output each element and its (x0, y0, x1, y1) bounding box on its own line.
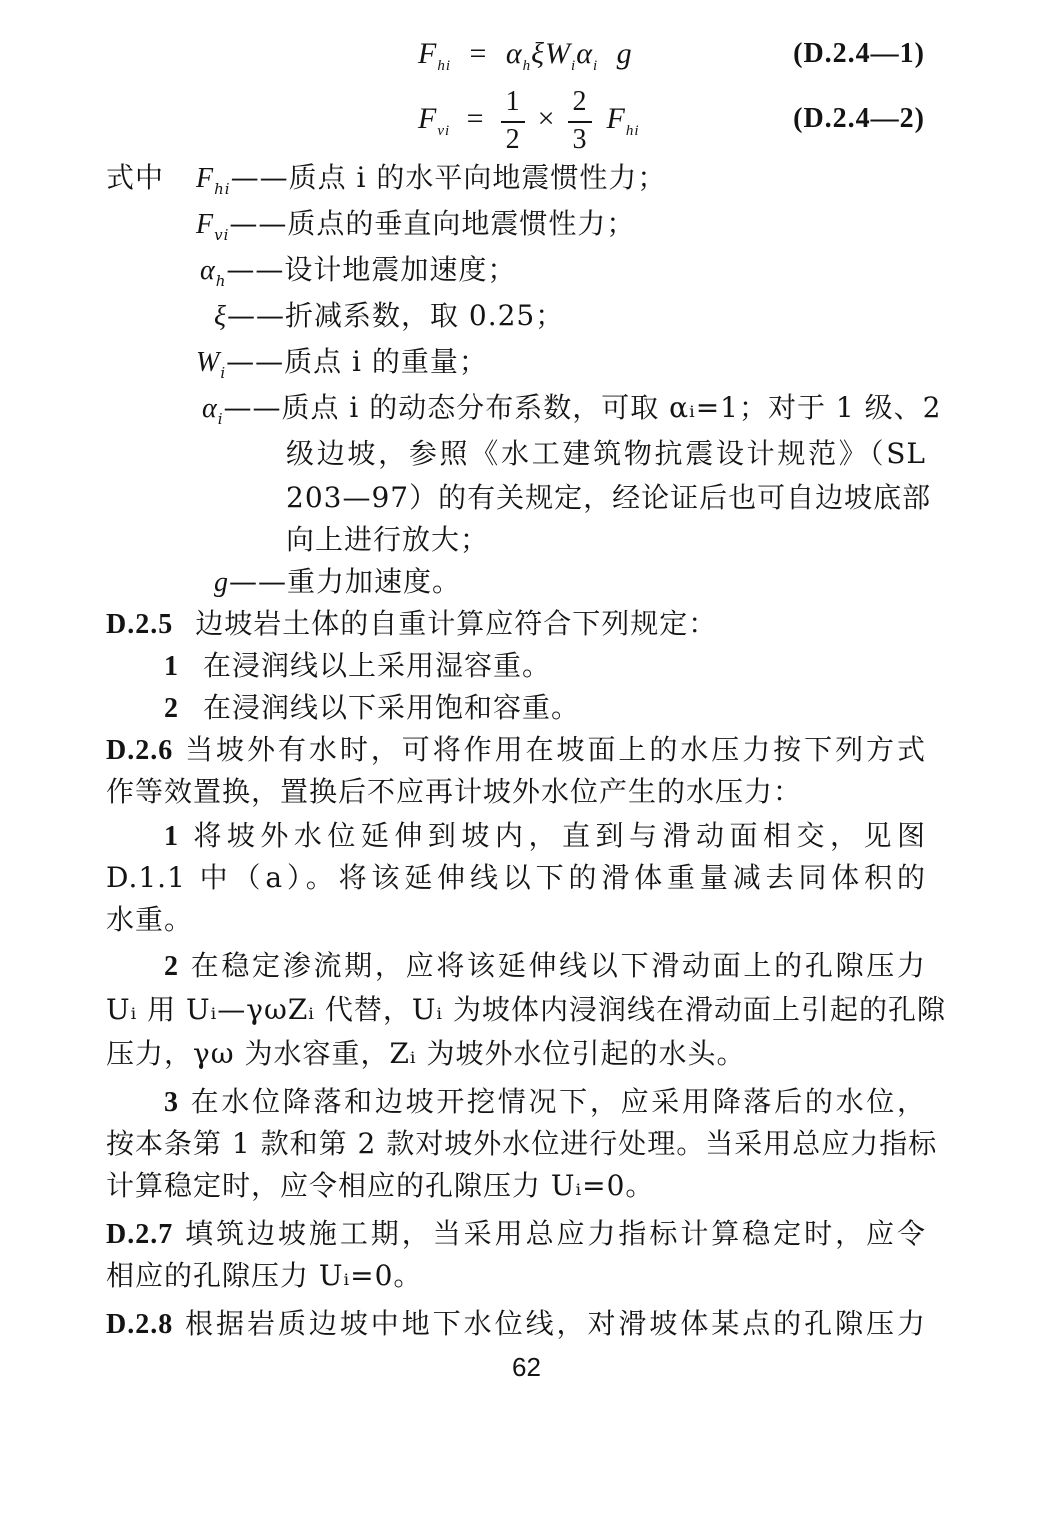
clause-d-2-6-item-2-line-1: 2 在稳定渗流期，应将该延伸线以下滑动面上的孔隙压力 (164, 949, 926, 982)
symbol-def-f-vi: $F_{vi}——$质点的垂直向地震惯性力； (196, 207, 636, 244)
alpha-i-continuation-2: 203—97）的有关规定，经论证后也可自边坡底部 (286, 481, 932, 514)
alpha-i-continuation-1: 级边坡，参照《水工建筑物抗震设计规范》（SL (286, 437, 926, 470)
clause-d-2-5-item-2: 2 在浸润线以下采用饱和容重。 (164, 691, 581, 724)
symbol-def-f-hi: $F_{hi}——$质点 i 的水平向地震惯性力； (196, 161, 667, 198)
equation-label-1: (D.2.4—1) (793, 38, 925, 69)
clause-d-2-7-line-1: D.2.7 填筑边坡施工期，当采用总应力指标计算稳定时，应令 (106, 1217, 926, 1250)
alpha-i-continuation-3: 向上进行放大； (286, 523, 490, 556)
symbol-def-xi: ξ——折减系数，取 0.25； (214, 299, 565, 332)
clause-d-2-5: D.2.5 边坡岩土体的自重计算应符合下列规定： (106, 607, 718, 640)
symbol-def-w-i: $W_i——$质点 i 的重量； (196, 345, 488, 382)
page-number: 62 (512, 1352, 541, 1382)
clause-d-2-6-item-2-line-3: 压力，γω 为水容重，Zᵢ 为坡外水位引起的水头。 (106, 1037, 746, 1070)
fraction-two-thirds: $\frac{2}{3}$ (568, 86, 592, 156)
clause-d-2-6-item-3-line-1: 3 在水位降落和边坡开挖情况下，应采用降落后的水位， (164, 1085, 926, 1118)
clause-d-2-6-item-2-line-2: Uᵢ 用 Uᵢ—γωZᵢ 代替，Uᵢ 为坡体内浸润线在滑动面上引起的孔隙 (106, 993, 946, 1026)
where-label: 式中 (106, 161, 165, 194)
fraction-one-half: $\frac{1}{2}$ (501, 86, 525, 156)
clause-d-2-6-line-2: 作等效置换，置换后不应再计坡外水位产生的水压力： (106, 775, 803, 808)
symbol-def-alpha-i: $\alpha_i——$质点 i 的动态分布系数，可取 αᵢ=1；对于 1 级、2 (202, 391, 942, 428)
clause-d-2-8-line-1: D.2.8 根据岩质边坡中地下水位线，对滑坡体某点的孔隙压力 (106, 1307, 926, 1340)
clause-d-2-5-item-1: 1 在浸润线以上采用湿容重。 (164, 649, 552, 682)
equation-label-2: (D.2.4—2) (793, 103, 925, 134)
symbol-def-alpha-h: $\alpha_h——$设计地震加速度； (200, 253, 517, 290)
clause-d-2-6-item-3-line-3: 计算稳定时，应令相应的孔隙压力 Uᵢ=0。 (106, 1169, 655, 1202)
clause-d-2-6-item-1-line-3: 水重。 (106, 903, 194, 936)
clause-d-2-7-line-2: 相应的孔隙压力 Uᵢ=0。 (106, 1259, 423, 1292)
clause-d-2-6-item-1-line-2: D.1.1 中（a）。将该延伸线以下的滑体重量减去同体积的 (106, 861, 926, 894)
clause-d-2-6-item-1-line-1: 1 将坡外水位延伸到坡内，直到与滑动面相交，见图 (164, 819, 926, 852)
equation-d-2-4-1: $F_{hi} = \alpha_h\xi W_i\alpha_i$ g (418, 37, 633, 74)
clause-d-2-6-item-3-line-2: 按本条第 1 款和第 2 款对坡外水位进行处理。当采用总应力指标 (106, 1127, 938, 1160)
clause-d-2-6-line-1: D.2.6 当坡外有水时，可将作用在坡面上的水压力按下列方式 (106, 733, 926, 766)
symbol-def-g: g——重力加速度。 (214, 565, 462, 598)
equation-d-2-4-2: $F_{vi}$ = $\frac{1}{2}$ × $\frac{2}{3}$ $F_{hi}$ (418, 86, 640, 156)
